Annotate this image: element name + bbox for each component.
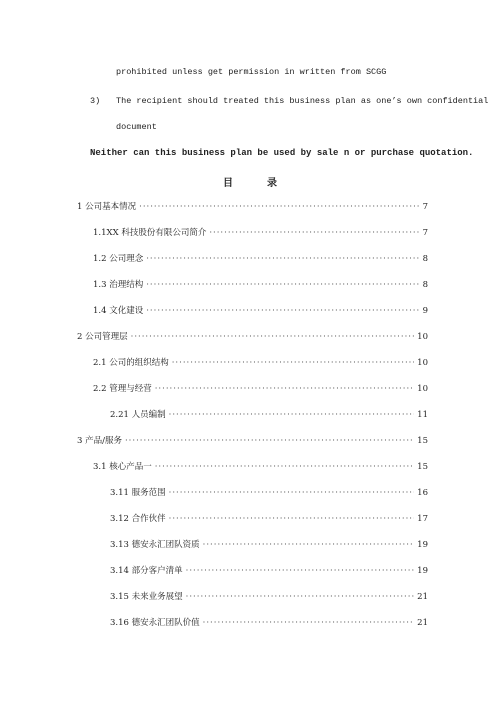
toc-entry-page: 10 [417,332,428,342]
toc-leader-dots [169,514,415,524]
toc-leader-dots [155,462,414,472]
intro-line-1: prohibited unless get permission in written from SCGG [116,67,387,77]
toc-entry-label: 2.1 公司的组织结构 [93,358,169,368]
toc-entry-label: 3.15 未来业务展望 [110,592,183,602]
toc-leader-dots [186,566,415,576]
toc-entry-label: 3.12 合作伙伴 [110,514,166,524]
toc-entry-label: 3 产品/服务 [77,436,122,446]
toc-leader-dots [125,436,414,446]
toc-entry[interactable] [110,486,428,498]
toc-entry[interactable] [93,278,428,290]
toc-entry-page: 19 [417,566,428,576]
toc-entry[interactable] [93,226,428,238]
toc-entry-label: 3.1 核心产品一 [93,462,152,472]
toc-leader-dots [203,540,415,550]
toc-entry-page: 10 [417,358,428,368]
toc-leader-dots [209,228,419,238]
toc-entry[interactable] [77,330,428,342]
neither-statement: Neither can this business plan be used by sale n or purchase quotation. [90,148,474,158]
toc-entry[interactable] [93,460,428,472]
toc-entry-label: 1.2 公司理念 [93,254,144,264]
toc-leader-dots [186,592,415,602]
intro-item-3-text: The recipient should treated this business plan as one’s own confidential [116,96,489,106]
toc-entry[interactable] [93,304,428,316]
toc-entry[interactable] [93,356,428,368]
toc-entry-page: 8 [422,254,428,264]
toc-leader-dots [203,618,415,628]
toc-entry-label: 1.4 文化建设 [93,306,144,316]
toc-leader-dots [172,358,414,368]
toc-entry-page: 10 [417,384,428,394]
toc-entry-label: 2.21 人员编制 [110,410,166,420]
toc-entry[interactable] [77,200,428,212]
toc-entry-label: 1 公司基本情况 [77,202,137,212]
toc-entry-page: 15 [417,462,428,472]
toc-entry[interactable] [93,382,428,394]
toc-leader-dots [131,332,415,342]
toc-entry-page: 17 [417,514,428,524]
toc-entry[interactable] [77,434,428,446]
toc-entry-label: 1.1XX 科技股份有限公司简介 [93,228,207,238]
toc-leader-dots [146,280,419,290]
toc-entry-label: 3.16 德安永汇团队价值 [110,618,200,628]
toc-entry-label: 3.13 德安永汇团队资质 [110,540,200,550]
toc-entry-label: 3.11 服务范围 [110,488,166,498]
toc-entry[interactable] [110,512,428,524]
intro-item-3-number: 3) [90,96,101,106]
toc-entry[interactable] [110,408,428,420]
toc-entry-page: 15 [417,436,428,446]
toc-entry-page: 21 [417,592,428,602]
toc-entry-page: 8 [422,280,428,290]
toc-entry[interactable] [110,538,428,550]
toc-leader-dots [155,384,414,394]
toc-title: 目录 [223,178,311,189]
toc-leader-dots [169,410,415,420]
toc-entry-page: 16 [417,488,428,498]
toc-entry-label: 1.3 治理结构 [93,280,144,290]
toc-entry-page: 11 [417,410,428,420]
toc-entry-page: 7 [422,228,428,238]
toc-entry[interactable] [110,564,428,576]
toc-entry-label: 3.14 部分客户清单 [110,566,183,576]
toc-leader-dots [146,254,419,264]
toc-entry[interactable] [93,252,428,264]
toc-entry-page: 7 [422,202,428,212]
toc-leader-dots [139,202,419,212]
toc-entry[interactable] [110,616,428,628]
toc-entry-label: 2 公司管理层 [77,332,128,342]
toc-entry-page: 9 [422,306,428,316]
toc-entry[interactable] [110,590,428,602]
toc-leader-dots [146,306,419,316]
toc-entry-label: 2.2 管理与经营 [93,384,152,394]
toc-leader-dots [169,488,415,498]
intro-item-3-continuation: document [116,122,157,132]
toc-entry-page: 21 [417,618,428,628]
toc-entry-page: 19 [417,540,428,550]
